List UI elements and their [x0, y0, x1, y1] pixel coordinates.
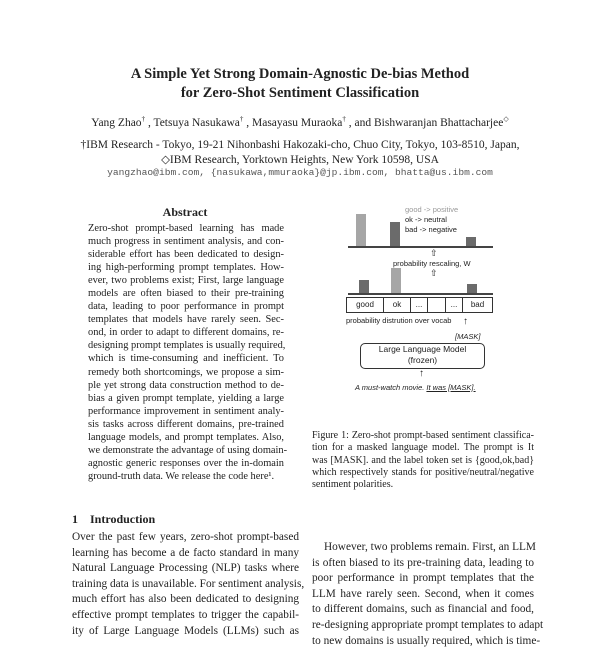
text-line: agnostic generic responses over the in-domain: [88, 457, 284, 469]
authors: Yang Zhao† , Tetsuya Nasukawa† , Masayasu Muraoka† , and Bishwaranjan Bhattacharjee◇: [91, 115, 509, 129]
text-line: siderable effort has been dedicated to design-: [88, 249, 284, 261]
text-line: sentiment polarities.: [312, 479, 394, 491]
bar-ok: [391, 268, 401, 294]
bar-bad-rescaled: [466, 237, 476, 246]
vocab-cell: good: [346, 297, 384, 313]
text-line: ond, in order to adapt to different domains, re-: [88, 327, 284, 339]
figure-caption: [312, 430, 534, 491]
vocab-cell: [427, 297, 446, 313]
section-title: Introduction: [90, 512, 156, 526]
paper-title-line-1: A Simple Yet Strong Domain-Agnostic De-bias Method: [130, 66, 470, 82]
vocab-cell: bad: [462, 297, 493, 313]
text-line: models are often biased to their pre-training: [88, 288, 284, 300]
legend-negative: bad -> negative: [405, 225, 457, 234]
text-line: which respectively stands for positive/neutral/negative: [312, 466, 534, 478]
text-line: language models, and prompt templates. Also,: [88, 431, 284, 443]
bar-ok-rescaled: [390, 222, 400, 246]
emails: yangzhao@ibm.com, {nasukawa,mmuraoka}@jp.ibm.com, bhatta@us.ibm.com: [107, 167, 493, 178]
legend-positive: good -> positive: [405, 205, 459, 214]
text-line: poor performance in prompt templates that the: [312, 572, 534, 585]
text-line: Over the past few years, zero-shot prompt-based: [72, 531, 299, 543]
text-line: ing high-performing prompt templates. How-: [88, 262, 284, 274]
text-line: tion for a masked language model. The prompt is It: [312, 442, 534, 454]
text-line: training data is unavailable. For sentiment analysis,: [72, 577, 305, 590]
text-line: ever, two problems exist; First, large language: [88, 275, 284, 287]
axis-bottom: [348, 293, 493, 295]
vocab-label: probability distrution over vocab: [346, 316, 452, 325]
axis-top: [348, 246, 493, 248]
input-sentence: [355, 383, 476, 392]
affiliation-2: ◇IBM Research, Yorktown Heights, New York 10598, USA: [161, 154, 439, 166]
text-line: which is time-consuming and inefficient. To: [88, 353, 284, 365]
bar-good-rescaled: [356, 214, 366, 246]
text-line: re-designing appropriate prompt templates to adapt: [312, 618, 544, 631]
paper-title-line-2: for Zero-Shot Sentiment Classification: [180, 85, 420, 101]
intro-body: [72, 530, 305, 639]
text-line: However, two problems remain. First, an LLM: [324, 541, 536, 553]
up-arrow-icon: ↑: [463, 316, 468, 327]
text-line: data, leading to poor performance in prompt: [88, 301, 284, 313]
author: Yang Zhao: [91, 116, 142, 129]
text-line: ple yet strong data construction method to de-: [88, 379, 284, 391]
prompt-text: It was [MASK].: [426, 383, 476, 392]
text-line: LLM have rarely seen. Second, when it comes: [312, 587, 534, 600]
author: Tetsuya Nasukawa: [153, 116, 240, 129]
text-line: designing prompt templates is usually required,: [88, 340, 286, 352]
up-arrow-icon: ↑: [419, 368, 424, 379]
up-arrow-icon: ⇧: [430, 248, 438, 258]
bar-good: [359, 280, 369, 294]
input-text: A must-watch movie.: [355, 383, 427, 392]
vocab-cell: ...: [445, 297, 463, 313]
abstract-heading: Abstract: [162, 205, 208, 219]
text-line: remedy both shortcomings, we propose a sim-: [88, 366, 284, 378]
vocab-cell: ...: [410, 297, 428, 313]
text-line: ground-truth data. We release the code here¹.: [88, 470, 275, 482]
author: Masayasu Muraoka: [251, 116, 343, 129]
llm-frozen-label: (frozen): [407, 355, 438, 365]
text-line: to different domains, such as financial and food,: [312, 603, 534, 616]
text-line: templates that models have rarely seen. Sec-: [88, 314, 284, 326]
llm-box: [360, 343, 485, 369]
affiliation-1: †IBM Research - Tokyo, 19-21 Nihonbashi Hakozaki-cho, Chuo City, Tokyo, 103-8510, Japan,: [80, 139, 520, 151]
right-column-body: [312, 540, 544, 649]
affil-mark: ◇: [503, 115, 509, 123]
text-line: ity of Large Language Models (LLMs) such as: [72, 624, 299, 637]
text-line: Zero-shot prompt-based learning has made: [88, 223, 284, 234]
affil-mark: †: [342, 115, 346, 123]
vocab-cell: ok: [383, 297, 411, 313]
text-line: much progress in sentiment analysis, and con-: [88, 236, 284, 248]
intro-heading: [72, 512, 155, 527]
text-line: much effort has also been dedicated to designing: [72, 593, 299, 606]
llm-label: Large Language Model: [378, 344, 467, 354]
text-line: learning has become a de facto standard in many: [72, 546, 299, 559]
mask-label: [MASK]: [455, 332, 481, 341]
rescaling-label: probability rescaling, W: [393, 259, 471, 268]
abstract-body: [88, 222, 288, 483]
text-line: is often biased to its pre-training data, leading to: [312, 556, 534, 569]
text-line: was [MASK]. and the label token set is {good,ok,bad}: [312, 454, 534, 466]
text-line: to new domains is usually required, which is time-: [312, 634, 541, 647]
author: and Bishwaranjan Bhattacharjee: [354, 116, 504, 129]
text-line: Natural Language Processing (NLP) tasks where: [72, 562, 299, 575]
text-line: bias a given prompt template, yielding a large: [88, 392, 284, 404]
text-line: we demonstrate the advantage of using domain-: [88, 444, 288, 456]
affil-mark: †: [239, 115, 244, 123]
text-line: sis tasks across different domains, pre-trained: [88, 418, 284, 430]
text-line: Figure 1: Zero-shot prompt-based sentiment classifica-: [312, 430, 534, 441]
legend-neutral: ok -> neutral: [405, 215, 447, 224]
text-line: performance improvement in sentiment analy-: [88, 405, 284, 417]
section-number: 1: [72, 512, 78, 526]
up-arrow-icon: ⇧: [430, 268, 438, 278]
text-line: effective prompt templates to trigger the capabil-: [72, 608, 299, 621]
affil-mark: †: [141, 115, 146, 123]
